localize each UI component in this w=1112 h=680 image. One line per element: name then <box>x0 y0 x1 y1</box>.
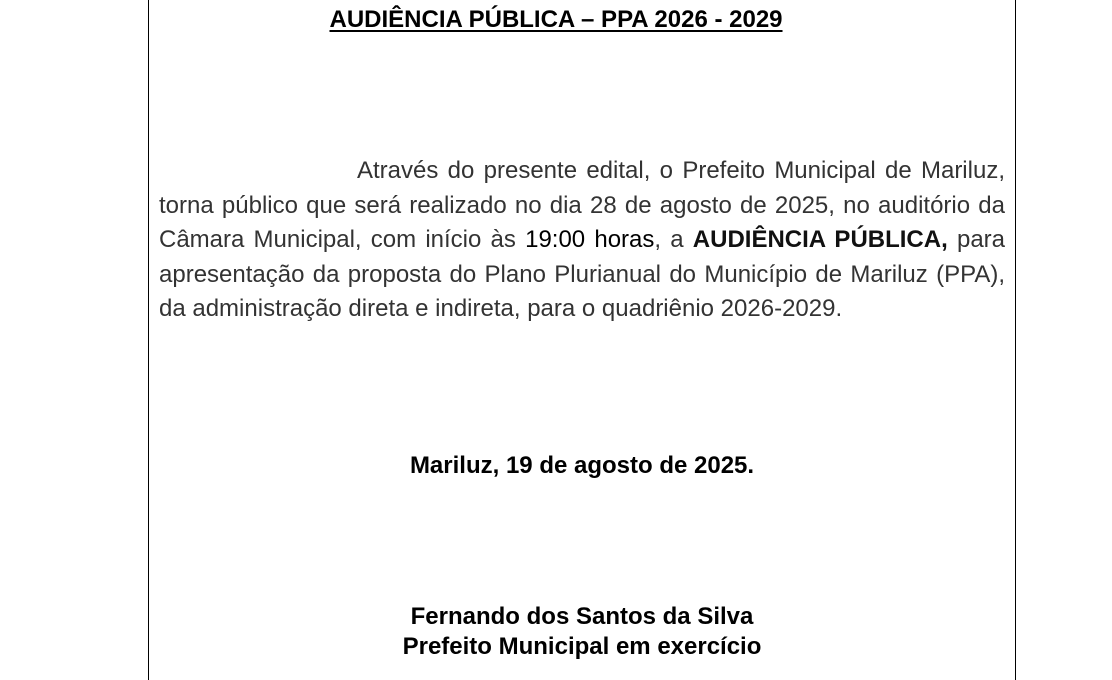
paragraph-intro: Através do presente edital, o Prefeito Municipal de Mariluz, torna público que será realizado no dia 28 de agosto de 2025, no auditório da Câmara Municipal, com início às <box>159 157 1005 254</box>
document-frame <box>148 0 1016 680</box>
paragraph-highlight: AUDIÊNCIA PÚBLICA, <box>692 226 948 254</box>
signature-role: Prefeito Municipal em exercício <box>402 633 762 660</box>
edital-paragraph <box>159 154 1005 327</box>
signature-name: Fernando dos Santos da Silva <box>410 603 754 630</box>
paragraph-rest: para apresentação da proposta do Plano Plurianual do Município de Mariluz (PPA), da administração direta e indireta, para o quadriênio 2026-2029. <box>159 226 1006 323</box>
paragraph-mid: , a <box>654 226 693 254</box>
paragraph-time: 19:00 horas <box>525 226 655 254</box>
date-line: Mariluz, 19 de agosto de 2025. <box>409 452 755 479</box>
document-title: AUDIÊNCIA PÚBLICA – PPA 2026 - 2029 <box>329 6 783 33</box>
